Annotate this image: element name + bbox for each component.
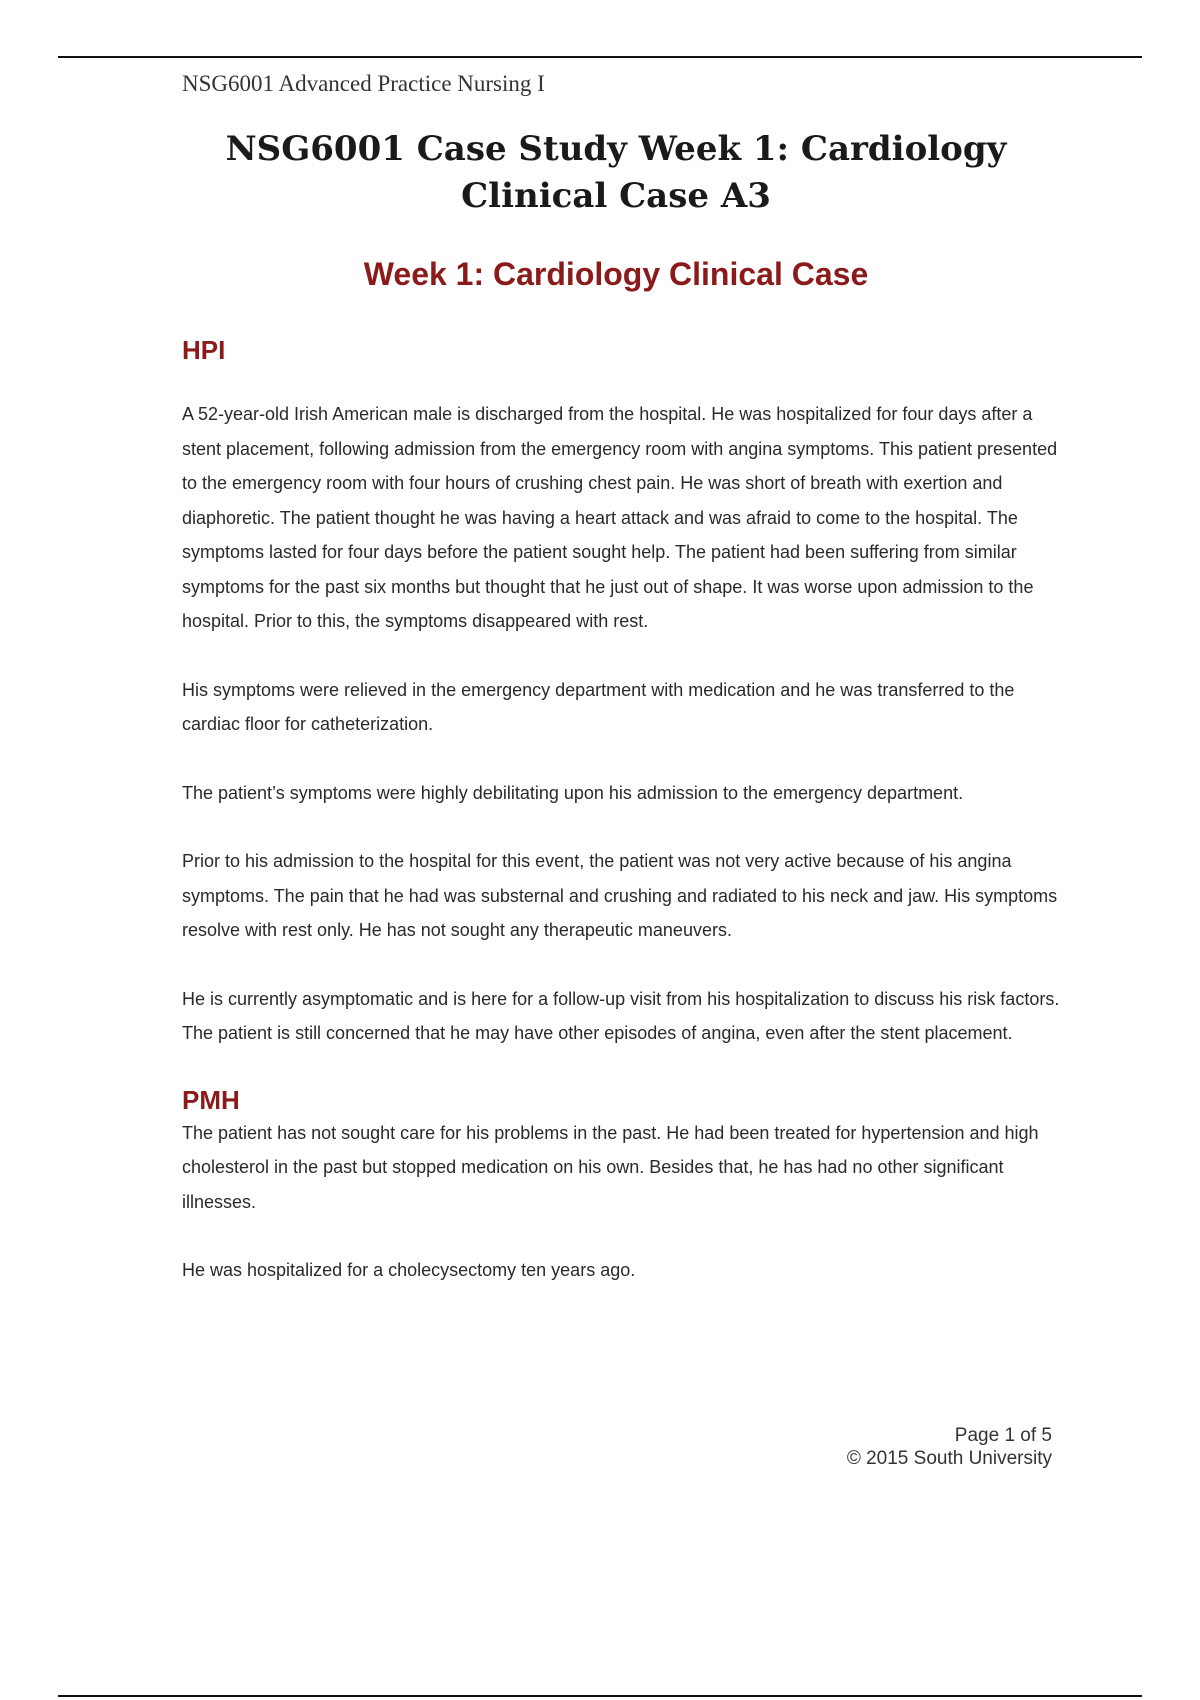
page-footer <box>847 1424 1052 1470</box>
pmh-paragraph: He was hospitalized for a cholecysectomy ten years ago. <box>182 1260 636 1280</box>
document-title-line-1: NSG6001 Case Study Week 1: Cardiology <box>225 129 1007 169</box>
pmh-heading: PMH <box>182 1084 240 1115</box>
copyright-notice: © 2015 South University <box>846 1448 1052 1469</box>
page-content <box>182 335 1062 1288</box>
page-number: Page 1 of 5 <box>954 1425 1052 1446</box>
document-title-line-2: Clinical Case A3 <box>461 176 771 216</box>
pmh-paragraph: The patient has not sought care for his problems in the past. He had been treated for hypertension and high cholesterol in the past but stopped medication on his own. Besides that, he has had no other significant illnesses. <box>182 1122 1039 1212</box>
section-title: Week 1: Cardiology Clinical Case <box>363 256 869 292</box>
hpi-paragraph: The patient’s symptoms were highly debilitating upon his admission to the emergency department. <box>182 782 964 803</box>
hpi-paragraph: His symptoms were relieved in the emergency department with medication and he was transferred to the cardiac floor for catheterization. <box>182 679 1015 734</box>
header-rule <box>58 56 1142 58</box>
document-title <box>182 126 1050 220</box>
hpi-heading: HPI <box>182 335 226 365</box>
running-header: NSG6001 Advanced Practice Nursing I <box>182 71 545 96</box>
hpi-paragraph: A 52-year-old Irish American male is discharged from the hospital. He was hospitalized for four days after a stent placement, following admission from the emergency room with angina symptoms. This patient presented to the emergency room with four hours of crushing chest pain. He was short of breath with exertion and diaphoretic. The patient thought he was having a heart attack and was afraid to come to the hospital. The symptoms lasted for four days before the patient sought help. The patient had been suffering from similar symptoms for the past six months but thought that he just out of shape. It was worse upon admission to the hospital. Prior to this, the symptoms disappeared with rest. <box>182 404 1058 631</box>
footer-rule <box>58 1695 1142 1697</box>
hpi-paragraph: Prior to his admission to the hospital for this event, the patient was not very active because of his angina symptoms. The pain that he had was substernal and crushing and radiated to his neck and jaw. His symptoms resolve with rest only. He has not sought any therapeutic maneuvers. <box>182 851 1058 940</box>
hpi-paragraph: He is currently asymptomatic and is here for a follow-up visit from his hospitalization to discuss his risk factors. The patient is still concerned that he may have other episodes of angina, even after the stent placement. <box>182 988 1060 1043</box>
